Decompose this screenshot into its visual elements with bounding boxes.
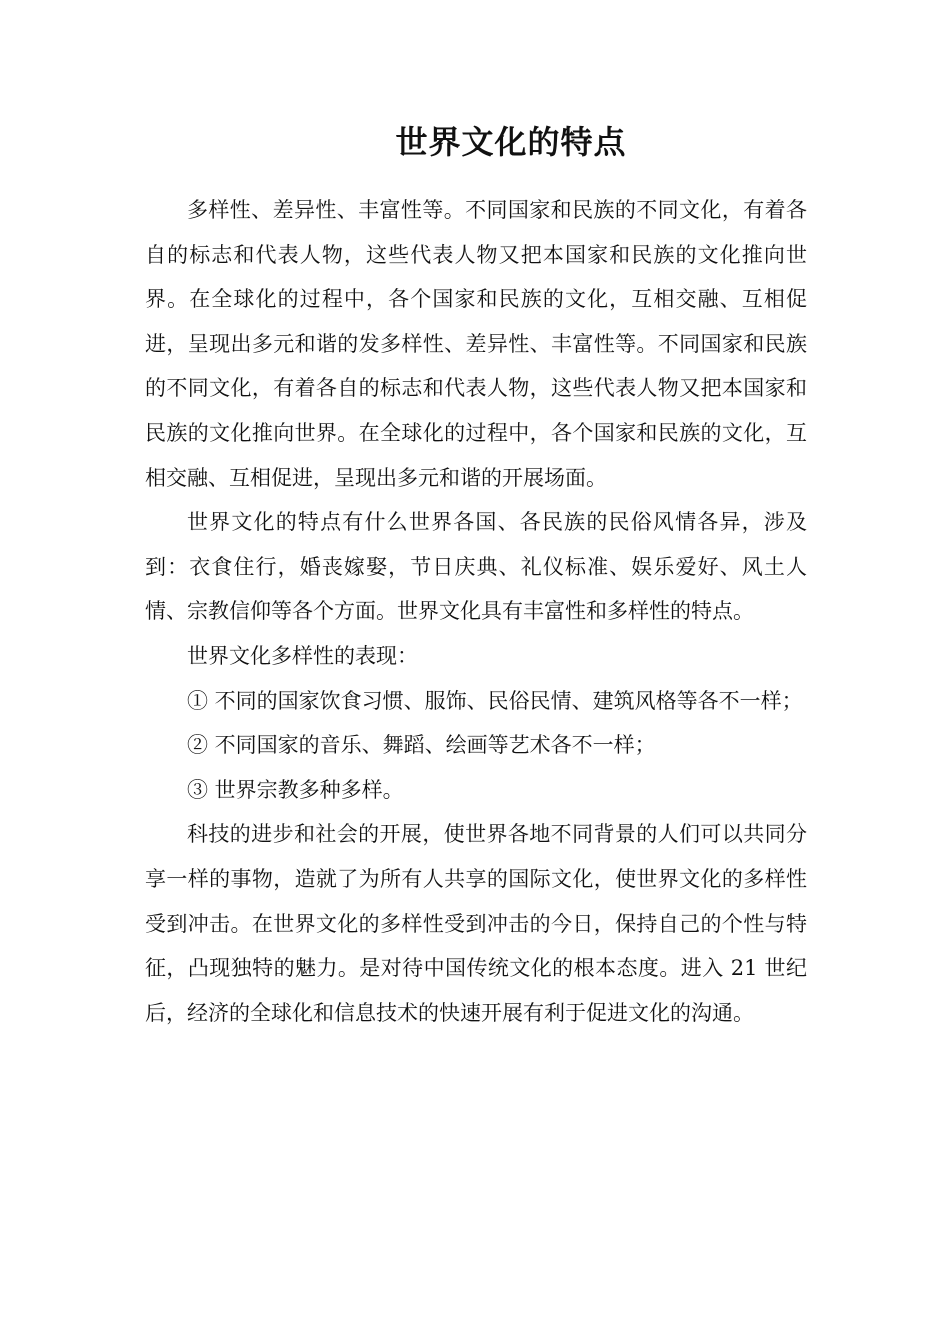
paragraph-diversity-heading: 世界文化多样性的表现：	[187, 643, 418, 668]
list-item-3: ③ 世界宗教多种多样。	[187, 777, 404, 802]
document-body	[145, 118, 807, 1035]
paragraph-conclusion: 科技的进步和社会的开展，使世界各地不同背景的人们可以共同分享一样的事物，造就了为所有人共享的国际文化，使世界文化的多样性受到冲击。在世界文化的多样性受到冲击的今日，保持自己的个性与特征，凸现独特的魅力。是对待中国传统文化的根本态度。进入 21 世纪后，经济的全球化和信息技术的快速开展有利于促进文化的沟通。	[145, 822, 807, 1025]
document-title: 世界文化的特点	[395, 123, 627, 161]
list-item-1: ① 不同的国家饮食习惯、服饰、民俗民情、建筑风格等各不一样；	[187, 688, 803, 713]
paragraph-intro: 多样性、差异性、丰富性等。不同国家和民族的不同文化，有着各自的标志和代表人物，这些代表人物又把本国家和民族的文化推向世界。在全球化的过程中，各个国家和民族的文化，互相交融、互相促进，呈现出多元和谐的发多样性、差异性、丰富性等。不同国家和民族的不同文化，有着各自的标志和代表人物，这些代表人物又把本国家和民族的文化推向世界。在全球化的过程中，各个国家和民族的文化，互相交融、互相促进，呈现出多元和谐的开展场面。	[145, 198, 807, 490]
paragraph-characteristics: 世界文化的特点有什么世界各国、各民族的民俗风情各异，涉及到：衣食住行，婚丧嫁娶，节日庆典、礼仪标准、娱乐爱好、风土人情、宗教信仰等各个方面。世界文化具有丰富性和多样性的特点。	[145, 510, 807, 624]
list-item-2: ② 不同国家的音乐、舞蹈、绘画等艺术各不一样；	[187, 733, 656, 758]
